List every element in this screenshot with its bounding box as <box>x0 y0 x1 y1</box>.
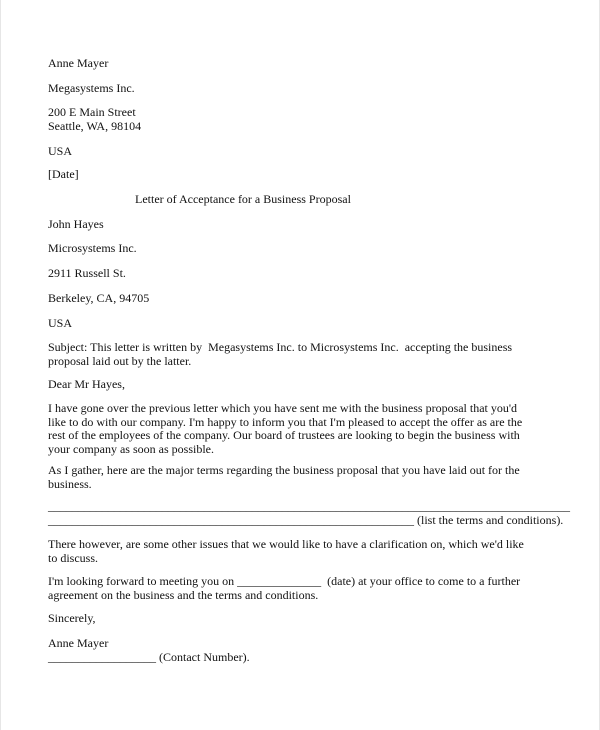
subject-line-1: Subject: This letter is written by Megasystems Inc. to Microsystems Inc. accepting the business <box>48 340 513 354</box>
letter-title: Letter of Acceptance for a Business Proposal <box>135 192 351 206</box>
salutation: Dear Mr Hayes, <box>48 377 125 391</box>
sender-city: Seattle, WA, 98104 <box>48 119 142 133</box>
subject-line <box>48 341 568 368</box>
terms-blank-line-1: _______________________________________________________________________________________ <box>48 499 570 513</box>
paragraph-1-line-4: your company as soon as possible. <box>48 441 214 456</box>
body-paragraph-2 <box>48 464 568 491</box>
paragraph-1-line-1: I have gone over the previous letter which you have sent me with the business proposal that you'd <box>48 401 518 415</box>
recipient-country: USA <box>48 316 73 330</box>
recipient-city: Berkeley, CA, 94705 <box>48 291 150 305</box>
sender-country: USA <box>48 144 73 158</box>
contact-number-line: __________________ (Contact Number). <box>48 650 250 664</box>
paragraph-3-line-1: There however, are some other issues that we would like to have a clarification on, which we'd like <box>48 537 524 551</box>
subject-line-2: proposal laid out by the latter. <box>48 353 192 368</box>
recipient-name: John Hayes <box>48 217 104 231</box>
body-paragraph-4 <box>48 575 568 602</box>
paragraph-4-line-2: agreement on the business and the terms and conditions. <box>48 587 319 602</box>
body-paragraph-1 <box>48 402 568 456</box>
paragraph-1-line-2: like to do with our company. I'm happy to inform you that I'm pleased to accept the offer as are the <box>48 414 523 429</box>
paragraph-2-line-1: As I gather, here are the major terms regarding the business proposal that you have laid out for the <box>48 463 520 477</box>
closing: Sincerely, <box>48 611 96 625</box>
terms-blank-line-2: _____________________________________________________________ (list the terms and conditions). <box>48 512 564 527</box>
recipient-company: Microsystems Inc. <box>48 241 137 255</box>
body-paragraph-3 <box>48 538 568 565</box>
terms-blank-lines <box>48 500 568 527</box>
sender-company: Megasystems Inc. <box>48 81 135 95</box>
paragraph-3-line-2: to discuss. <box>48 550 99 565</box>
sender-street: 200 E Main Street <box>48 105 136 119</box>
recipient-street: 2911 Russell St. <box>48 266 126 280</box>
paragraph-2-line-2: business. <box>48 476 92 491</box>
date-placeholder: [Date] <box>48 167 79 181</box>
paragraph-4-line-1: I'm looking forward to meeting you on ______________ (date) at your office to come to a further <box>48 574 521 588</box>
paragraph-1-line-3: rest of the employees of the company. Our board of trustees are looking to begin the business with <box>48 428 520 443</box>
signature-name: Anne Mayer <box>48 636 109 650</box>
sender-name: Anne Mayer <box>48 56 109 70</box>
